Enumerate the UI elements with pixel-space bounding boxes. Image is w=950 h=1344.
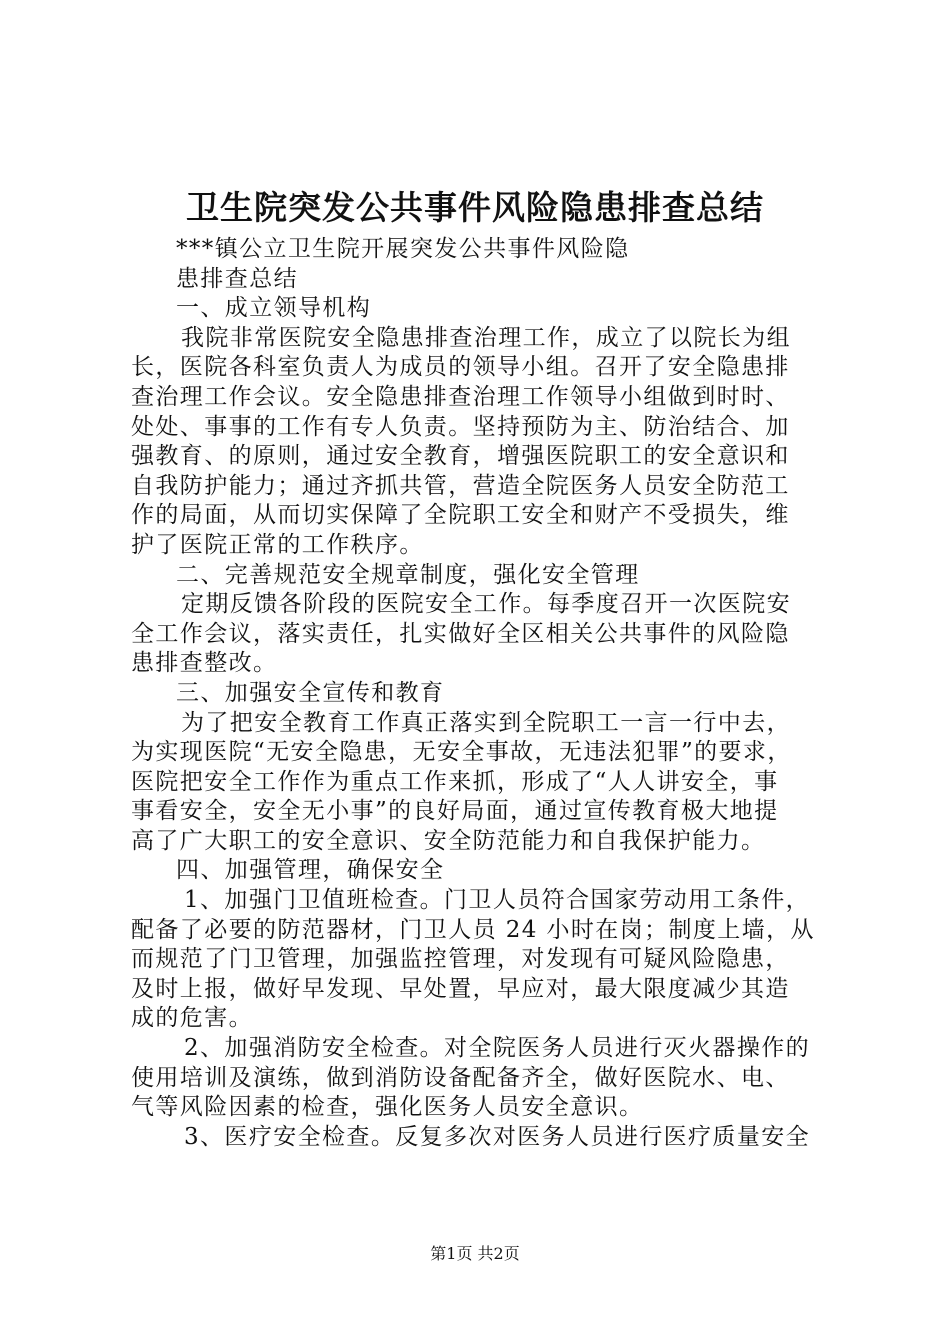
paragraph-line: 处处、事事的工作有专人负责。坚持预防为主、防治结合、加 bbox=[131, 413, 790, 440]
paragraph-line: 我院非常医院安全隐患排查治理工作，成立了以院长为组 bbox=[181, 324, 791, 351]
paragraph-line: 护了医院正常的工作秩序。 bbox=[131, 531, 424, 558]
paragraph-line: 成的危害。 bbox=[131, 1005, 253, 1032]
paragraph-line: 1、加强门卫值班检查。门卫人员符合国家劳动用工条件， bbox=[184, 887, 811, 914]
document-title: 卫生院突发公共事件风险隐患排查总结 bbox=[186, 188, 764, 227]
paragraph-line: 气等风险因素的检查，强化医务人员安全意识。 bbox=[131, 1094, 644, 1121]
paragraph-line: 及时上报，做好早发现、早处置，早应对，最大限度减少其造 bbox=[131, 975, 790, 1002]
paragraph-line: 强教育、的原则，通过安全教育，增强医院职工的安全意识和 bbox=[131, 443, 790, 470]
paragraph-line: 患排查整改。 bbox=[131, 650, 278, 677]
section-heading: 二、完善规范安全规章制度，强化安全管理 bbox=[176, 561, 640, 588]
paragraph-line: 长，医院各科室负责人为成员的领导小组。召开了安全隐患排 bbox=[131, 354, 790, 381]
paragraph-line: 使用培训及演练，做到消防设备配备齐全，做好医院水、电、 bbox=[131, 1064, 790, 1091]
paragraph-line: 患排查总结 bbox=[176, 265, 298, 292]
paragraph-line: 定期反馈各阶段的医院安全工作。每季度召开一次医院安 bbox=[181, 591, 791, 618]
paragraph-line: 高了广大职工的安全意识、安全防范能力和自我保护能力。 bbox=[131, 827, 766, 854]
paragraph-line: 2、加强消防安全检查。对全院医务人员进行灭火器操作的 bbox=[184, 1035, 811, 1062]
paragraph-line: 3、医疗安全检查。反复多次对医务人员进行医疗质量安全 bbox=[184, 1123, 811, 1150]
paragraph-line: 查治理工作会议。安全隐患排查治理工作领导小组做到时时、 bbox=[131, 383, 790, 410]
paragraph-line: 为实现医院“无安全隐患，无安全事故，无违法犯罪”的要求， bbox=[131, 739, 792, 766]
paragraph-line: 而规范了门卫管理，加强监控管理，对发现有可疑风险隐患， bbox=[131, 946, 790, 973]
document-body bbox=[131, 235, 831, 1152]
page-footer: 第1页 共2页 bbox=[430, 1244, 520, 1263]
section-heading: 四、加强管理，确保安全 bbox=[176, 857, 445, 884]
paragraph-line: 事看安全，安全无小事”的良好局面，通过宣传教育极大地提 bbox=[131, 798, 779, 825]
paragraph-line: 为了把安全教育工作真正落实到全院职工一言一行中去， bbox=[181, 709, 791, 736]
section-heading: 三、加强安全宣传和教育 bbox=[176, 679, 445, 706]
paragraph-line: 配备了必要的防范器材，门卫人员 24 小时在岗；制度上墙，从 bbox=[131, 916, 815, 943]
paragraph-line: 医院把安全工作作为重点工作来抓，形成了“人人讲安全，事 bbox=[131, 768, 779, 795]
paragraph-line: 作的局面，从而切实保障了全院职工安全和财产不受损失，维 bbox=[131, 502, 790, 529]
paragraph-line: 全工作会议，落实责任，扎实做好全区相关公共事件的风险隐 bbox=[131, 620, 790, 647]
section-heading: 一、成立领导机构 bbox=[176, 295, 372, 322]
paragraph-line: 自我防护能力；通过齐抓共管，营造全院医务人员安全防范工 bbox=[131, 472, 790, 499]
paragraph-line: ***镇公立卫生院开展突发公共事件风险隐 bbox=[176, 236, 630, 262]
